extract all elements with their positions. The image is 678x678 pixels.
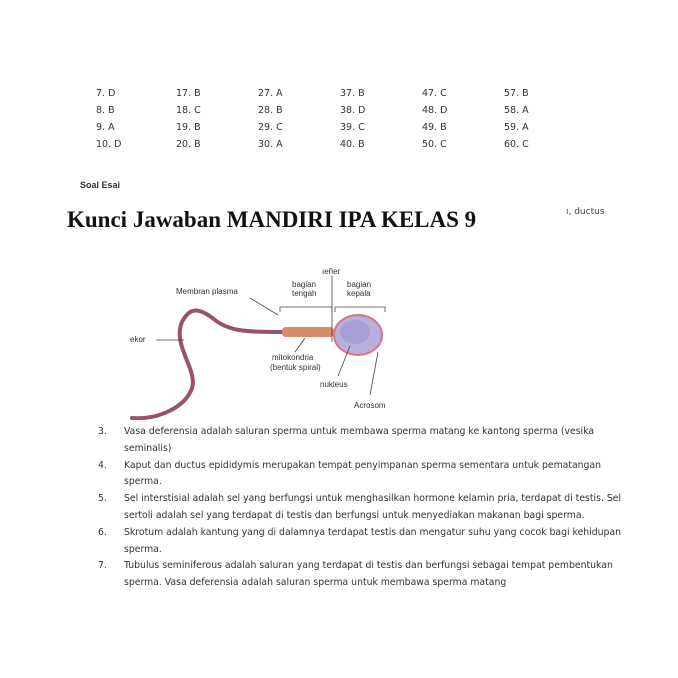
answer-item: 57. B: [504, 88, 529, 99]
answer-item: 38. D: [340, 105, 366, 116]
answer-item: 40. B: [340, 139, 365, 150]
list-item: [98, 525, 628, 559]
answer-item: 58. A: [504, 105, 529, 116]
item-text: Tubulus seminiferous adalah saluran yang terdapat di testis dan berfungsi sebagai tempat pembentukan sperma. Vasa deferensia adalah saluran sperma untuk membawa sperma matang: [124, 560, 613, 589]
item-number: 3.: [98, 426, 107, 437]
answer-item: 60. C: [504, 139, 529, 150]
answer-item: 18. C: [176, 105, 201, 116]
leader-line: [370, 352, 378, 395]
label-ekor: ekor: [130, 335, 146, 344]
sperm-diagram: [120, 260, 440, 420]
answer-item: 20. B: [176, 139, 201, 150]
leader-line: [250, 298, 278, 315]
sperm-nucleus: [340, 320, 370, 344]
list-item: [98, 424, 628, 458]
label-akrosom: Acrosom: [354, 401, 386, 410]
bracket-head: [335, 307, 385, 312]
item-text: Vasa deferensia adalah saluran sperma untuk membawa sperma matang ke kantong sperma (vesika seminalis): [124, 426, 595, 454]
answer-item: 29. C: [258, 122, 283, 133]
label-top: ıeñer: [322, 267, 341, 276]
label-tengah-1: bagian: [292, 280, 317, 289]
item-number: 5.: [98, 493, 107, 505]
answer-item: 9. A: [96, 122, 115, 133]
answer-item: 49. B: [422, 122, 447, 133]
label-kepala-2: kepala: [347, 289, 371, 298]
answer-item: 19. B: [176, 122, 201, 133]
answer-item: 47. C: [422, 88, 447, 99]
item-text: Skrotum adalah kantung yang di dalamnya terdapat testis dan mengatur suhu yang cocok bagi kehidupan sperma.: [124, 526, 622, 555]
answer-item: 37. B: [340, 88, 365, 99]
cut-off-line: [124, 592, 628, 598]
label-mito-2: (bentuk spiral): [270, 363, 321, 372]
label-mito-1: mitokondria: [272, 353, 314, 362]
item-text: Kaput dan ductus epididymis merupakan tempat penyimpanan sperma sementara untuk pematangan sperma.: [124, 459, 602, 488]
answer-item: 7. D: [96, 88, 116, 99]
bracket-midpiece: [280, 307, 332, 312]
answer-item: 59. A: [504, 122, 529, 133]
item-number: 7.: [98, 560, 107, 572]
answer-item: 17. B: [176, 88, 201, 99]
section-title: Soal Esai: [80, 180, 121, 190]
label-tengah-2: tengah: [292, 289, 317, 298]
answer-item: 8. B: [96, 105, 115, 116]
item-text: Sel interstisial adalah sel yang berfungsi untuk menghasilkan hormone kelamin pria, terdapat di testis. Sel sertoli adalah sel yang terdapat di testis dan berfungsi untuk menyediakan makanan bagi sperma.: [124, 493, 622, 521]
list-item: [98, 558, 628, 592]
sperm-tail: [132, 311, 283, 419]
label-nukleus: nukleus: [320, 380, 348, 389]
essay-answers: [98, 424, 628, 598]
list-item: [98, 458, 628, 492]
side-text-fragment: ı, ductus: [566, 207, 605, 217]
sperm-midpiece: [282, 327, 334, 337]
answer-item: 39. C: [340, 122, 365, 133]
answer-item: 30. A: [258, 139, 283, 150]
answer-item: 50. C: [422, 139, 447, 150]
answer-item: 48. D: [422, 105, 448, 116]
list-item: [98, 491, 628, 525]
page-headline: Kunci Jawaban MANDIRI IPA KELAS 9: [67, 207, 477, 232]
answer-item: 27. A: [258, 88, 283, 99]
answer-key-grid: [96, 87, 564, 151]
item-number: 4.: [98, 459, 107, 471]
leader-line: [295, 338, 305, 352]
answer-item: 28. B: [258, 105, 283, 116]
label-membran: Membran plasma: [176, 287, 238, 296]
answer-item: 10. D: [96, 139, 122, 150]
item-number: 6.: [98, 526, 107, 538]
label-kepala-1: bagian: [347, 280, 372, 289]
